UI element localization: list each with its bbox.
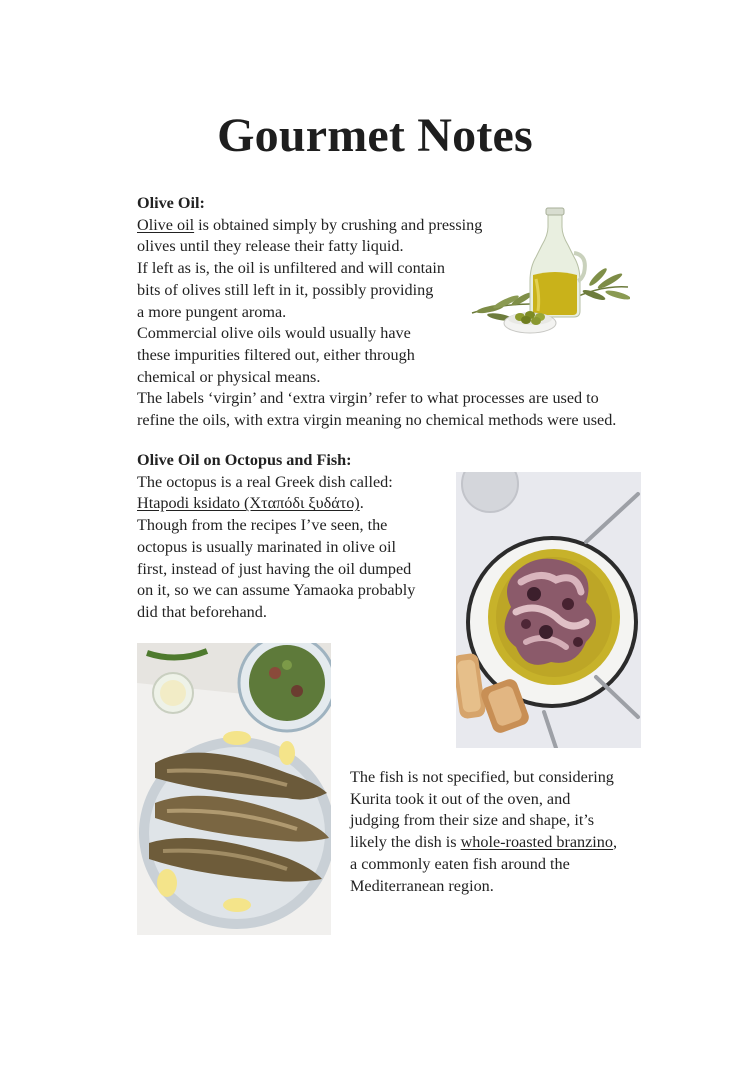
olive-oil-line: If left as is, the oil is unfiltered and will contain xyxy=(137,259,445,278)
fish-line: Mediterranean region. xyxy=(350,876,494,895)
octopus-link-line xyxy=(137,493,415,515)
fish-line: judging from their size and shape, it’s xyxy=(350,811,595,830)
olive-oil-heading: Olive Oil: xyxy=(137,194,205,212)
fish-section xyxy=(350,767,617,897)
olive-oil-line: chemical or physical means. xyxy=(137,367,321,386)
octopus-line: first, instead of just having the oil dumped xyxy=(137,559,412,578)
page-title: Gourmet Notes xyxy=(217,109,533,162)
htapodi-link[interactable]: Htapodi ksidato (Χταπόδι ξυδάτο) xyxy=(137,494,360,513)
octopus-line: did that beforehand. xyxy=(137,602,267,621)
branzino-dish-photo xyxy=(137,643,331,935)
octopus-link-after: . xyxy=(359,494,364,513)
fish-link-line xyxy=(350,832,617,854)
olive-oil-line: refine the oils, with extra virgin meaning no chemical methods were used. xyxy=(137,411,617,430)
fish-line: Kurita took it out of the oven, and xyxy=(350,789,571,808)
fish-line: The fish is not specified, but considering xyxy=(350,768,614,786)
fish-line-after: , xyxy=(612,833,618,852)
olive-oil-line: these impurities filtered out, either through xyxy=(137,345,415,364)
olive-oil-bottle-image xyxy=(470,205,630,345)
octopus-dish-photo xyxy=(456,472,641,748)
octopus-line: on it, so we can assume Yamaoka probably xyxy=(137,581,416,600)
olive-oil-line: olives until they release their fatty liquid. xyxy=(137,237,404,256)
octopus-line: octopus is usually marinated in olive oil xyxy=(137,537,396,556)
olive-oil-line: bits of olives still left in it, possibly providing xyxy=(137,280,434,299)
olive-oil-line: a more pungent aroma. xyxy=(137,302,287,321)
fish-line-before: likely the dish is xyxy=(350,833,461,852)
octopus-heading: Olive Oil on Octopus and Fish: xyxy=(137,451,352,469)
olive-oil-link[interactable]: Olive oil xyxy=(137,215,195,234)
olive-oil-line-text: is obtained simply by crushing and pressing xyxy=(194,215,483,234)
octopus-line: Though from the recipes I’ve seen, the xyxy=(137,516,388,535)
octopus-section xyxy=(137,450,415,624)
fish-line: a commonly eaten fish around the xyxy=(350,854,570,873)
octopus-line: The octopus is a real Greek dish called: xyxy=(137,472,393,491)
branzino-link[interactable]: whole-roasted branzino xyxy=(460,833,613,852)
olive-oil-line: Commercial olive oils would usually have xyxy=(137,324,411,343)
olive-oil-line: The labels ‘virgin’ and ‘extra virgin’ refer to what processes are used to xyxy=(137,389,599,408)
